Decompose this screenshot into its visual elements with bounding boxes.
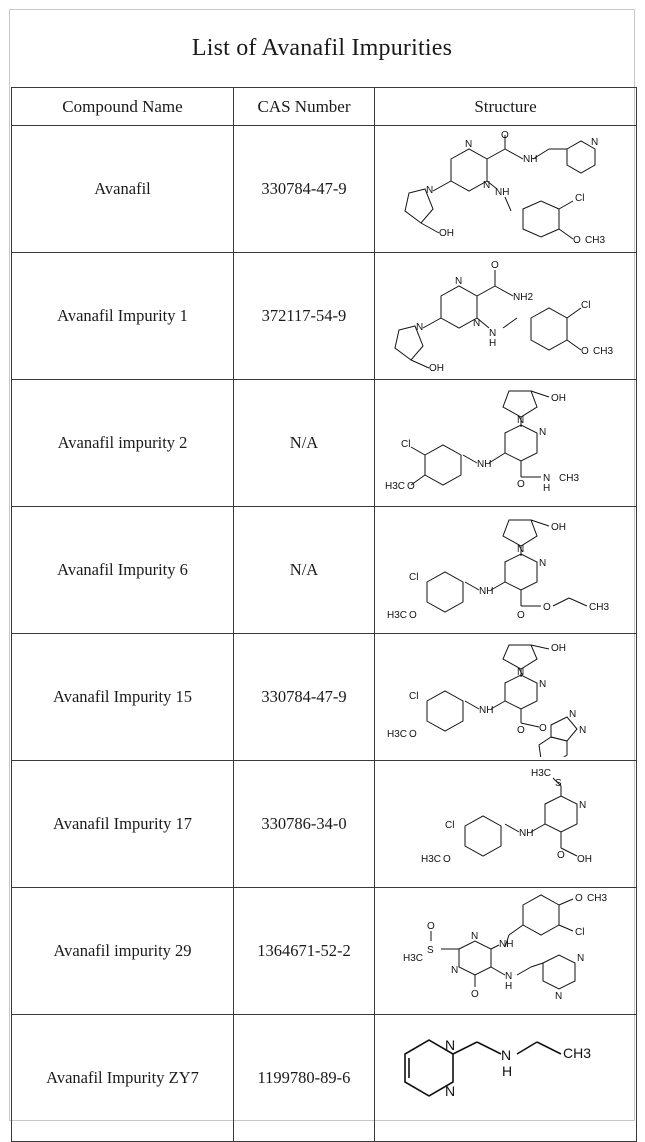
atom-label: H3C [386,610,407,621]
atom-label: NH [476,459,491,470]
atom-label: N [454,276,462,287]
atom-label: O [406,481,415,492]
atom-label: CH3 [588,602,609,613]
cas-number-cell: 330786-34-0 [234,761,375,888]
structure-cell [375,888,637,1015]
cas-number-cell: 330784-47-9 [234,126,375,253]
table-header-row [12,88,637,126]
structure-cell [375,253,637,380]
atom-label: H3C [384,481,405,492]
atom-label: H [504,981,512,992]
cas-number-cell: 1199780-89-6 [234,1015,375,1142]
atom-label: N [504,971,512,982]
compound-name-cell: Avanafil impurity 29 [12,888,234,1015]
atom-label: CH3 [558,473,579,484]
atom-label: O [426,921,435,932]
atom-label: N [472,318,480,329]
atom-label: N [538,558,546,569]
cas-number-cell: 330784-47-9 [234,634,375,761]
atom-label: CH3 [562,1045,591,1061]
atom-label: Cl [400,439,410,450]
atom-label: N [590,137,598,148]
table-row [12,761,637,888]
atom-label: N [576,953,584,964]
atom-label: H3C [402,953,423,964]
atom-label: H [488,338,496,349]
atom-label: O [490,260,499,271]
atom-label: O [516,610,525,621]
cas-number-cell: N/A [234,380,375,507]
impurity-15-structure-icon [381,637,631,757]
column-header-structure: Structure [375,88,637,126]
cas-number-cell: 1364671-52-2 [234,888,375,1015]
structure-cell [375,761,637,888]
atom-label: H [501,1063,512,1079]
table-row [12,253,637,380]
compound-name-cell: Avanafil Impurity 1 [12,253,234,380]
atom-label: Cl [408,572,418,583]
atom-label: N [578,800,586,811]
table-row [12,888,637,1015]
table-row [12,1015,637,1142]
atom-label: N [516,415,524,426]
atom-label: N [488,328,496,339]
atom-label: O [516,725,525,736]
atom-label: OH [438,228,454,239]
cas-number-cell: N/A [234,507,375,634]
atom-label: O [408,729,417,740]
atom-label: Cl [580,300,590,311]
atom-label: OH [576,854,592,865]
atom-label: N [538,679,546,690]
compound-name-cell: Avanafil Impurity ZY7 [12,1015,234,1142]
atom-label: O [572,235,581,246]
atom-label: O [580,346,589,357]
atom-label: N [568,709,576,720]
compound-name-cell: Avanafil [12,126,234,253]
atom-label: O [542,602,551,613]
structure-cell [375,126,637,253]
impurity-zy7-structure-icon [381,1018,631,1138]
impurity-1-structure-icon [381,256,631,376]
avanafil-structure-icon [381,129,631,249]
atom-label: N [500,1047,511,1063]
atom-label: NH [498,939,513,950]
atom-label: N [542,473,550,484]
atom-label: N [450,965,458,976]
atom-label: O [408,610,417,621]
atom-label: N [444,1037,455,1053]
atom-label: N [415,322,423,333]
atom-label: N [470,931,478,942]
atom-label: N [516,544,524,555]
atom-label: NH [522,154,537,165]
atom-label: N [554,991,562,1002]
atom-label: NH [494,187,509,198]
cas-number-cell: 372117-54-9 [234,253,375,380]
atom-label: S [554,778,562,789]
compound-name-cell: Avanafil Impurity 15 [12,634,234,761]
atom-label: N [538,427,546,438]
impurity-table [11,87,637,1142]
atom-label: CH3 [592,346,613,357]
atom-label: N [425,185,433,196]
atom-label: N [444,1083,455,1099]
table-row [12,507,637,634]
atom-label: O [574,893,583,904]
atom-label: N [578,725,586,736]
column-header-compound-name: Compound Name [12,88,234,126]
atom-label: NH [478,705,493,716]
impurity-6-structure-icon [381,510,631,630]
structure-cell [375,507,637,634]
atom-label: OH [550,643,566,654]
atom-label: H [542,483,550,494]
page-title: List of Avanafil Impurities [191,34,453,61]
atom-label: N [464,139,472,150]
table-row [12,380,637,507]
atom-label: O [538,723,547,734]
atom-label: NH2 [512,292,533,303]
atom-label: S [426,945,434,956]
atom-label: O [470,989,479,1000]
structure-cell [375,634,637,761]
atom-label: OH [550,522,566,533]
atom-label: O [556,850,565,861]
atom-label: NH [478,586,493,597]
atom-label: Cl [574,927,584,938]
document-sheet [9,9,635,1121]
atom-label: CH3 [584,235,605,246]
atom-label: NH [518,828,533,839]
atom-label: Cl [574,193,584,204]
atom-label: Cl [408,691,418,702]
atom-label: Cl [444,820,454,831]
atom-label: H3C [386,729,407,740]
column-header-cas-number: CAS Number [234,88,375,126]
atom-label: O [500,130,509,141]
impurity-17-structure-icon [381,764,631,884]
atom-label: H3C [530,768,551,779]
atom-label: H3C [420,854,441,865]
impurity-2-structure-icon [381,383,631,503]
compound-name-cell: Avanafil impurity 2 [12,380,234,507]
impurity-29-structure-icon [381,891,631,1011]
atom-label: N [482,180,490,191]
atom-label: OH [550,393,566,404]
atom-label: O [516,479,525,490]
atom-label: OH [428,363,444,374]
table-row [12,634,637,761]
atom-label: O [442,854,451,865]
structure-cell [375,1015,637,1142]
compound-name-cell: Avanafil Impurity 17 [12,761,234,888]
atom-label: N [516,667,524,678]
structure-cell [375,380,637,507]
compound-name-cell: Avanafil Impurity 6 [12,507,234,634]
table-row [12,126,637,253]
atom-label: CH3 [586,893,607,904]
